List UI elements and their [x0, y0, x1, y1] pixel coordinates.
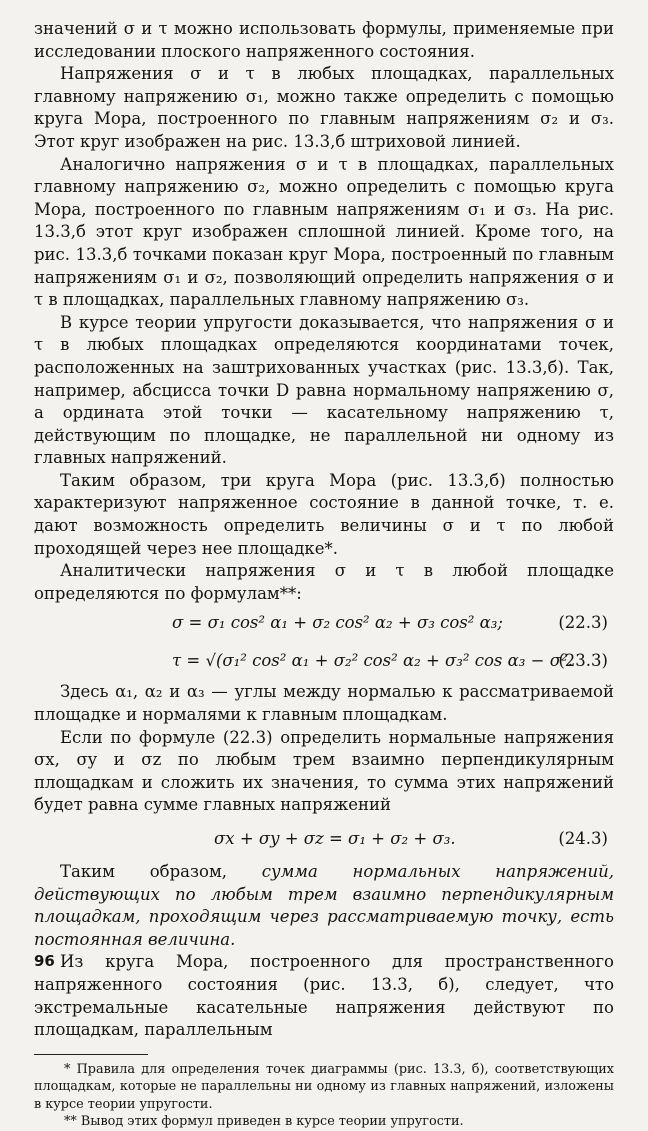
- formula-22-3: [34, 605, 614, 643]
- formula-22-3-number: (22.3): [558, 613, 608, 633]
- formula-23-3-number: (23.3): [558, 651, 608, 671]
- formula-24-3-expression: σx + σy + σz = σ₁ + σ₂ + σ₃.: [214, 829, 456, 848]
- formula-24-3: [34, 817, 614, 861]
- paragraph-angles: Здесь α₁, α₂ и α₃ — углы между нормалью к рассматриваемой площадке и нормалями к главным площадкам.: [34, 682, 614, 725]
- formula-23-3-expression: τ = √(σ₁² cos² α₁ + σ₂² cos² α₂ + σ₃² cos α₃ − σ².: [172, 651, 573, 671]
- footnote-2: ** Вывод этих формул приведен в курсе теории упругости.: [64, 1114, 464, 1130]
- invariant-lead: Таким образом,: [60, 862, 262, 881]
- paragraph-continued: значений σ и τ можно использовать формулы, применяемые при исследовании плоского напряженного состояния.: [34, 19, 614, 61]
- paragraph-sigma2-circle: Аналогично напряжения σ и τ в площадках, параллельных главному напряжению σ₂, можно определить с помощью круга Мора, построенного по главным напряжениям σ₁ и σ₃. На рис. 13.3,б этот круг изображен сплошной линией. Кроме того, на рис. 13.3,б точками показан круг Мора, построенный по главным напряжениям σ₁ и σ₂, позволяющий определить напряжения σ и τ в площадках, параллельных главному напряжению σ₃.: [34, 154, 614, 310]
- formula-22-3-expression: σ = σ₁ cos² α₁ + σ₂ cos² α₂ + σ₃ cos² α₃;: [172, 613, 503, 633]
- paragraph-normal-sum: Если по формуле (22.3) определить нормальные напряжения σx, σy и σz по любым трем взаимно перпендикулярным площадкам и сложить их значения, то сумма этих напряжений будет равна сумме главных напряжений: [34, 727, 614, 815]
- paragraph-elasticity-theory: В курсе теории упругости доказывается, что напряжения σ и τ в любых площадках определяются координатами точек, расположенных на заштрихованных участках (рис. 13.3,б). Так, например, абсцисса точки D равна нормальному напряжению σ, а ордината этой точки — касательному напряжению τ, действующим по площадке, не параллельной ни одному из главных напряжений.: [34, 312, 614, 468]
- footnote-1: * Правила для определения точек диаграммы (рис. 13.3, б), соответствующих площадкам, которые не параллельны ни одному из главных напряжений, изложены в курсе теории упругости.: [34, 1061, 614, 1112]
- page-number: 96: [34, 952, 55, 970]
- paragraph-invariant: [34, 861, 614, 951]
- paragraph-sigma1-circle: Напряжения σ и τ в любых площадках, параллельных главному напряжению σ₁, можно также определить с помощью круга Мора, построенного по главным напряжениям σ₂ и σ₃. Этот круг изображен на рис. 13.3,б штриховой линией.: [34, 64, 614, 151]
- formula-24-3-number: (24.3): [558, 829, 608, 848]
- invariant-statement: сумма нормальных напряжений, действующих по любым трем взаимно перпендикулярным площадкам, проходящим через рассматриваемую точку, есть постоянная величина.: [34, 862, 614, 949]
- paragraph-three-circles: Таким образом, три круга Мора (рис. 13.3,б) полностью характеризуют напряженное состояние в данной точке, т. е. дают возможность определить величины σ и τ по любой проходящей через нее площадке*.: [34, 470, 614, 558]
- footnote-divider: [34, 1054, 148, 1055]
- formula-23-3: [34, 643, 614, 681]
- paragraph-mohr-extremal: Из круга Мора, построенного для пространственного напряженного состояния (рис. 13.3, б), следует, что экстремальные касательные напряжения действуют по площадкам, параллельным: [34, 952, 614, 1040]
- paragraph-analytic: Аналитически напряжения σ и τ в любой площадке определяются по формулам**:: [34, 561, 614, 603]
